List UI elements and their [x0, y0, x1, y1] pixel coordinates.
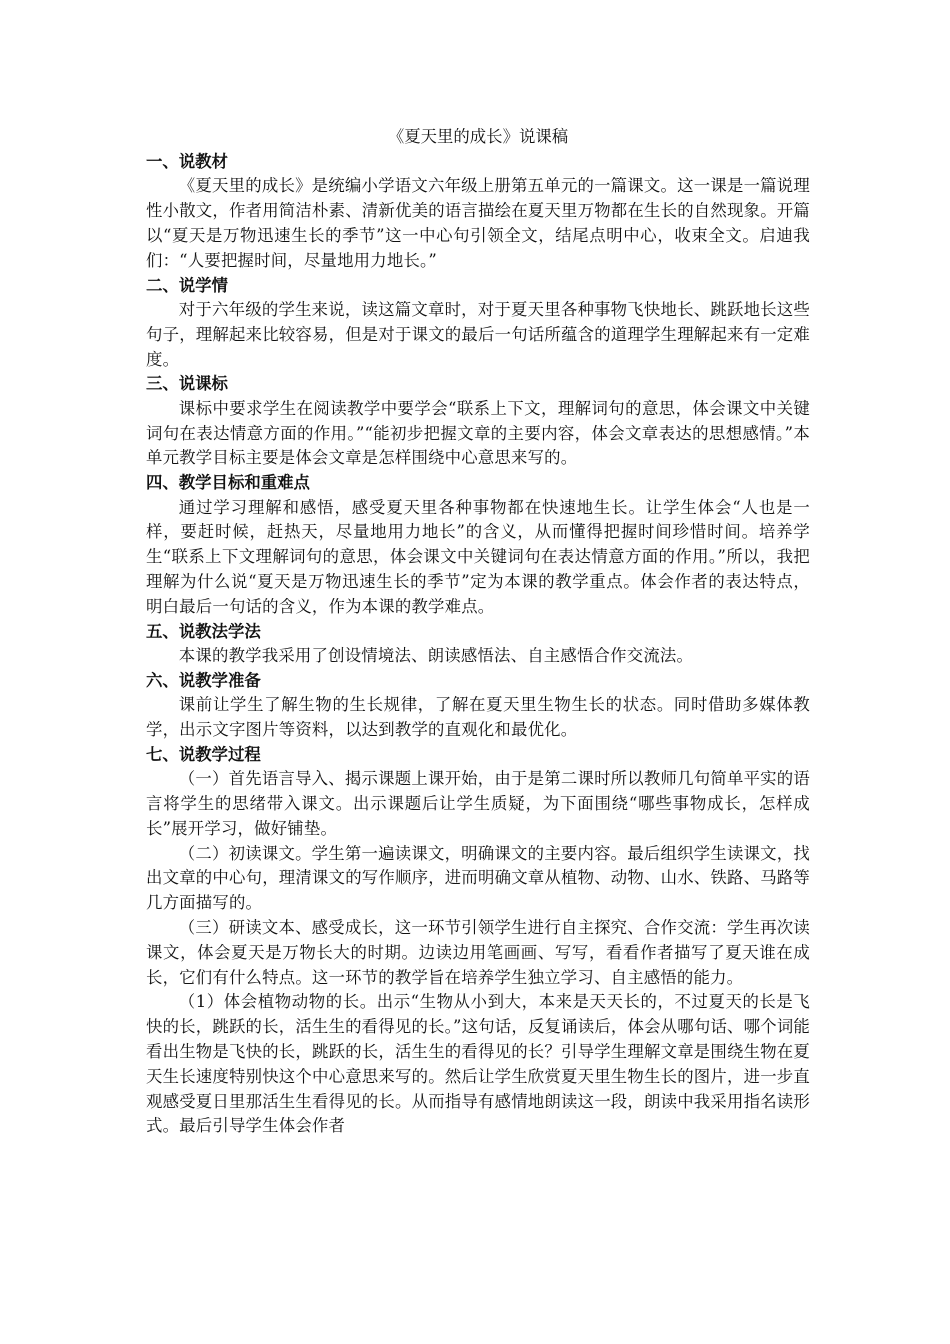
paragraph: 本课的教学我采用了创设情境法、朗读感悟法、自主感悟合作交流法。	[178, 645, 694, 665]
paragraph: 课标中要求学生在阅读教学中要学会“联系上下文，理解词句的意思，体会课文中关键词句在表达情意方面的作用。”“能初步把握文章的主要内容，体会文章表达的思想感情。”本单元教学目标主要是体会文章是怎样围绕中心意思来写的。	[146, 398, 810, 468]
paragraph: （1）体会植物动物的长。出示“生物从小到大，本来是天天长的，不过夏天的长是飞快的长，跳跃的长，活生生的看得见的长。”这句话，反复诵读后，体会从哪句话、哪个词能看出生物是飞快的长，跳跃的长，活生生的看得见的长？引导学生理解文章是围绕生物在夏天生长速度特别快这个中心意思来写的。然后让学生欣赏夏天里生物生长的图片，进一步直观感受夏日里那活生生看得见的长。从而指导有感情地朗读这一段，朗读中我采用指名读形式。最后引导学生体会作者	[146, 992, 811, 1136]
section-heading: 四、教学目标和重难点	[146, 473, 310, 493]
section-heading: 二、说学情	[146, 275, 228, 295]
section-curriculum-standard	[146, 372, 810, 471]
paragraph: （一）首先语言导入、揭示课题上课开始，由于是第二课时所以教师几句简单平实的语言将学生的思绪带入课文。出示课题后让学生质疑，为下面围绕“哪些事物成长，怎样成长”展开学习，做好铺垫。	[146, 769, 810, 838]
document-page	[146, 124, 810, 1139]
section-teaching-material	[146, 150, 810, 274]
section-heading: 三、说课标	[146, 374, 228, 394]
section-heading: 五、说教法学法	[146, 621, 261, 641]
section-teaching-methods	[146, 620, 810, 669]
paragraph: 通过学习理解和感悟，感受夏天里各种事物都在快速地生长。让学生体会“人也是一样，要赶时候，赶热天，尽量地用力地长”的含义，从而懂得把握时间珍惜时间。培养学生“联系上下文理解词句的意思，体会课文中关键词句在表达情意方面的作用。”所以，我把理解为什么说“夏天是万物迅速生长的季节”定为本课的教学重点。体会作者的表达特点，明白最后一句话的含义，作为本课的教学难点。	[146, 497, 810, 616]
section-heading: 六、说教学准备	[146, 670, 261, 690]
section-heading: 一、说教材	[146, 152, 228, 171]
paragraph: 课前让学生了解生物的生长规律，了解在夏天里生物生长的状态。同时借助多媒体教学，出示文字图片等资料，以达到教学的直观化和最优化。	[146, 695, 810, 739]
paragraph: 《夏天里的成长》是统编小学语文六年级上册第五单元的一篇课文。这一课是一篇说理性小散文，作者用简洁朴素、清新优美的语言描绘在夏天里万物都在生长的自然现象。开篇以“夏天是万物迅速生长的季节”这一中心句引领全文，结尾点明中心，收束全文。启迪我们：“人要把握时间，尽量地用力地长。”	[146, 176, 810, 270]
section-teaching-goals	[146, 471, 810, 619]
paragraph: 对于六年级的学生来说，读这篇文章时，对于夏天里各种事物飞快地长、跳跃地长这些句子，理解起来比较容易，但是对于课文的最后一句话所蕴含的道理学生理解起来有一定难度。	[146, 300, 810, 369]
section-teaching-process	[146, 743, 810, 1139]
paragraph: （二）初读课文。学生第一遍读课文，明确课文的主要内容。最后组织学生读课文，找出文章的中心句，理清课文的写作顺序，进而明确文章从植物、动物、山水、铁路、马路等几方面描写的。	[146, 843, 810, 913]
section-student-analysis	[146, 274, 810, 373]
section-teaching-preparation	[146, 669, 810, 743]
section-heading: 七、说教学过程	[146, 744, 261, 764]
document-title: 《夏天里的成长》说课稿	[387, 127, 569, 146]
paragraph: （三）研读文本、感受成长，这一环节引领学生进行自主探究、合作交流：学生再次读课文，体会夏天是万物长大的时期。边读边用笔画画、写写，看看作者描写了夏天谁在成长，它们有什么特点。这一环节的教学旨在培养学生独立学习、自主感悟的能力。	[146, 917, 810, 987]
